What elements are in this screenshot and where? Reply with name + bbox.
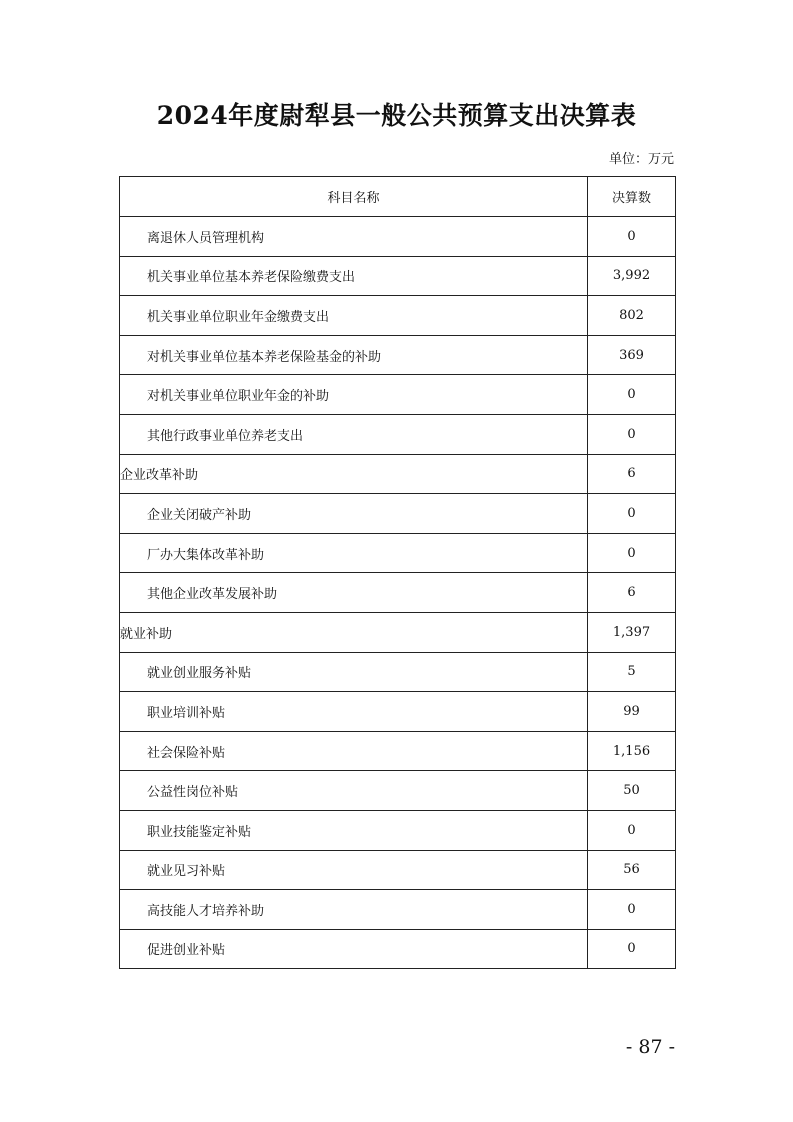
table-row [120, 573, 676, 613]
page-number: - 87 - [625, 1036, 675, 1058]
unit-label: 单位：万元 [608, 152, 674, 167]
table-row [120, 771, 676, 811]
row-subject-name: 就业见习补贴 [120, 850, 588, 890]
table-row [120, 494, 676, 534]
table-row [120, 414, 676, 454]
row-subject-name: 就业创业服务补贴 [120, 652, 588, 692]
row-final-amount: 1,397 [588, 612, 676, 652]
table-row [120, 256, 676, 296]
table-row [120, 296, 676, 336]
table-row [120, 335, 676, 375]
row-final-amount: 6 [588, 573, 676, 613]
row-final-amount: 3,992 [588, 256, 676, 296]
row-final-amount: 0 [588, 810, 676, 850]
row-subject-name: 职业技能鉴定补贴 [120, 810, 588, 850]
row-subject-name: 对机关事业单位基本养老保险基金的补助 [120, 335, 588, 375]
row-subject-name: 机关事业单位职业年金缴费支出 [120, 296, 588, 336]
row-subject-name: 企业改革补助 [120, 454, 588, 494]
row-subject-name: 就业补助 [120, 612, 588, 652]
row-final-amount: 0 [588, 414, 676, 454]
row-subject-name: 公益性岗位补贴 [120, 771, 588, 811]
row-final-amount: 6 [588, 454, 676, 494]
table-row [120, 890, 676, 930]
row-subject-name: 其他行政事业单位养老支出 [120, 414, 588, 454]
row-subject-name: 机关事业单位基本养老保险缴费支出 [120, 256, 588, 296]
table-row [120, 652, 676, 692]
row-subject-name: 促进创业补贴 [120, 929, 588, 969]
row-final-amount: 1,156 [588, 731, 676, 771]
row-final-amount: 56 [588, 850, 676, 890]
row-final-amount: 0 [588, 375, 676, 415]
row-final-amount: 0 [588, 890, 676, 930]
table-row [120, 454, 676, 494]
table-row [120, 533, 676, 573]
row-subject-name: 离退休人员管理机构 [120, 217, 588, 257]
row-final-amount: 802 [588, 296, 676, 336]
table-row [120, 217, 676, 257]
row-final-amount: 0 [588, 217, 676, 257]
row-final-amount: 369 [588, 335, 676, 375]
row-subject-name: 社会保险补贴 [120, 731, 588, 771]
row-subject-name: 职业培训补贴 [120, 692, 588, 732]
table-row [120, 692, 676, 732]
table-row [120, 850, 676, 890]
row-final-amount: 5 [588, 652, 676, 692]
table-row [120, 612, 676, 652]
row-final-amount: 0 [588, 533, 676, 573]
table-body [120, 217, 676, 969]
row-subject-name: 对机关事业单位职业年金的补助 [120, 375, 588, 415]
page-title: 2024年度尉犁县一般公共预算支出决算表 [156, 101, 637, 130]
table-row [120, 375, 676, 415]
budget-table [119, 176, 676, 969]
row-final-amount: 0 [588, 929, 676, 969]
row-final-amount: 99 [588, 692, 676, 732]
table-row [120, 929, 676, 969]
row-subject-name: 其他企业改革发展补助 [120, 573, 588, 613]
row-subject-name: 高技能人才培养补助 [120, 890, 588, 930]
header-final-amount: 决算数 [588, 177, 676, 217]
table-row [120, 731, 676, 771]
table-header-row [120, 177, 676, 217]
row-subject-name: 厂办大集体改革补助 [120, 533, 588, 573]
row-final-amount: 50 [588, 771, 676, 811]
table-row [120, 810, 676, 850]
row-subject-name: 企业关闭破产补助 [120, 494, 588, 534]
row-final-amount: 0 [588, 494, 676, 534]
header-subject-name: 科目名称 [120, 177, 588, 217]
